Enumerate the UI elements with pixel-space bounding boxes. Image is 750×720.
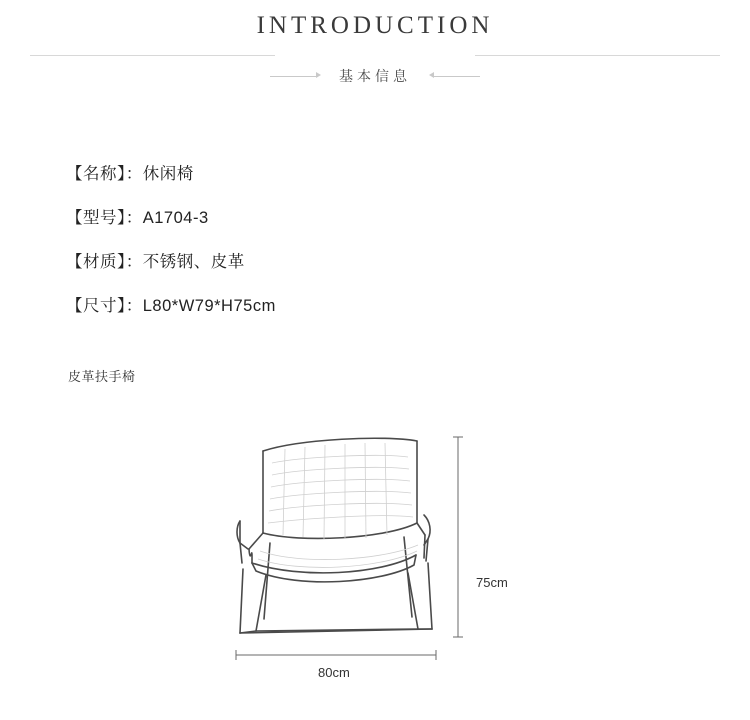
spec-label-model: 【型号】： — [66, 209, 143, 227]
spec-row — [66, 284, 750, 328]
page-subtitle: 基本信息 — [339, 68, 411, 84]
spec-label-name: 【名称】： — [66, 165, 143, 183]
spec-value-material: 不锈钢、皮革 — [142, 253, 245, 271]
spec-value-size: L80*W79*H75cm — [142, 297, 276, 315]
page-title: INTRODUCTION — [256, 12, 494, 39]
subtitle-row — [0, 64, 750, 88]
dimension-height-label: 75cm — [476, 575, 508, 590]
subtitle-line-left — [270, 76, 318, 77]
product-note: 皮革扶手椅 — [68, 369, 136, 384]
chair-line-drawing — [0, 423, 750, 703]
spec-value-model: A1704-3 — [142, 209, 209, 227]
divider-line-right — [475, 55, 720, 56]
arrow-left-icon — [429, 72, 434, 78]
header-divider — [0, 46, 750, 64]
spec-row — [66, 240, 750, 284]
spec-label-material: 【材质】： — [66, 253, 143, 271]
divider-line-left — [30, 55, 275, 56]
spec-value-name: 休闲椅 — [142, 165, 194, 183]
spec-label-size: 【尺寸】： — [66, 297, 143, 315]
spec-row — [66, 152, 750, 196]
spec-row — [66, 196, 750, 240]
dimension-width-label: 80cm — [318, 665, 350, 680]
product-diagram — [0, 423, 750, 703]
arrow-right-icon — [316, 72, 321, 78]
page-header — [0, 0, 750, 88]
subtitle-line-right — [432, 76, 480, 77]
spec-list — [0, 152, 750, 328]
